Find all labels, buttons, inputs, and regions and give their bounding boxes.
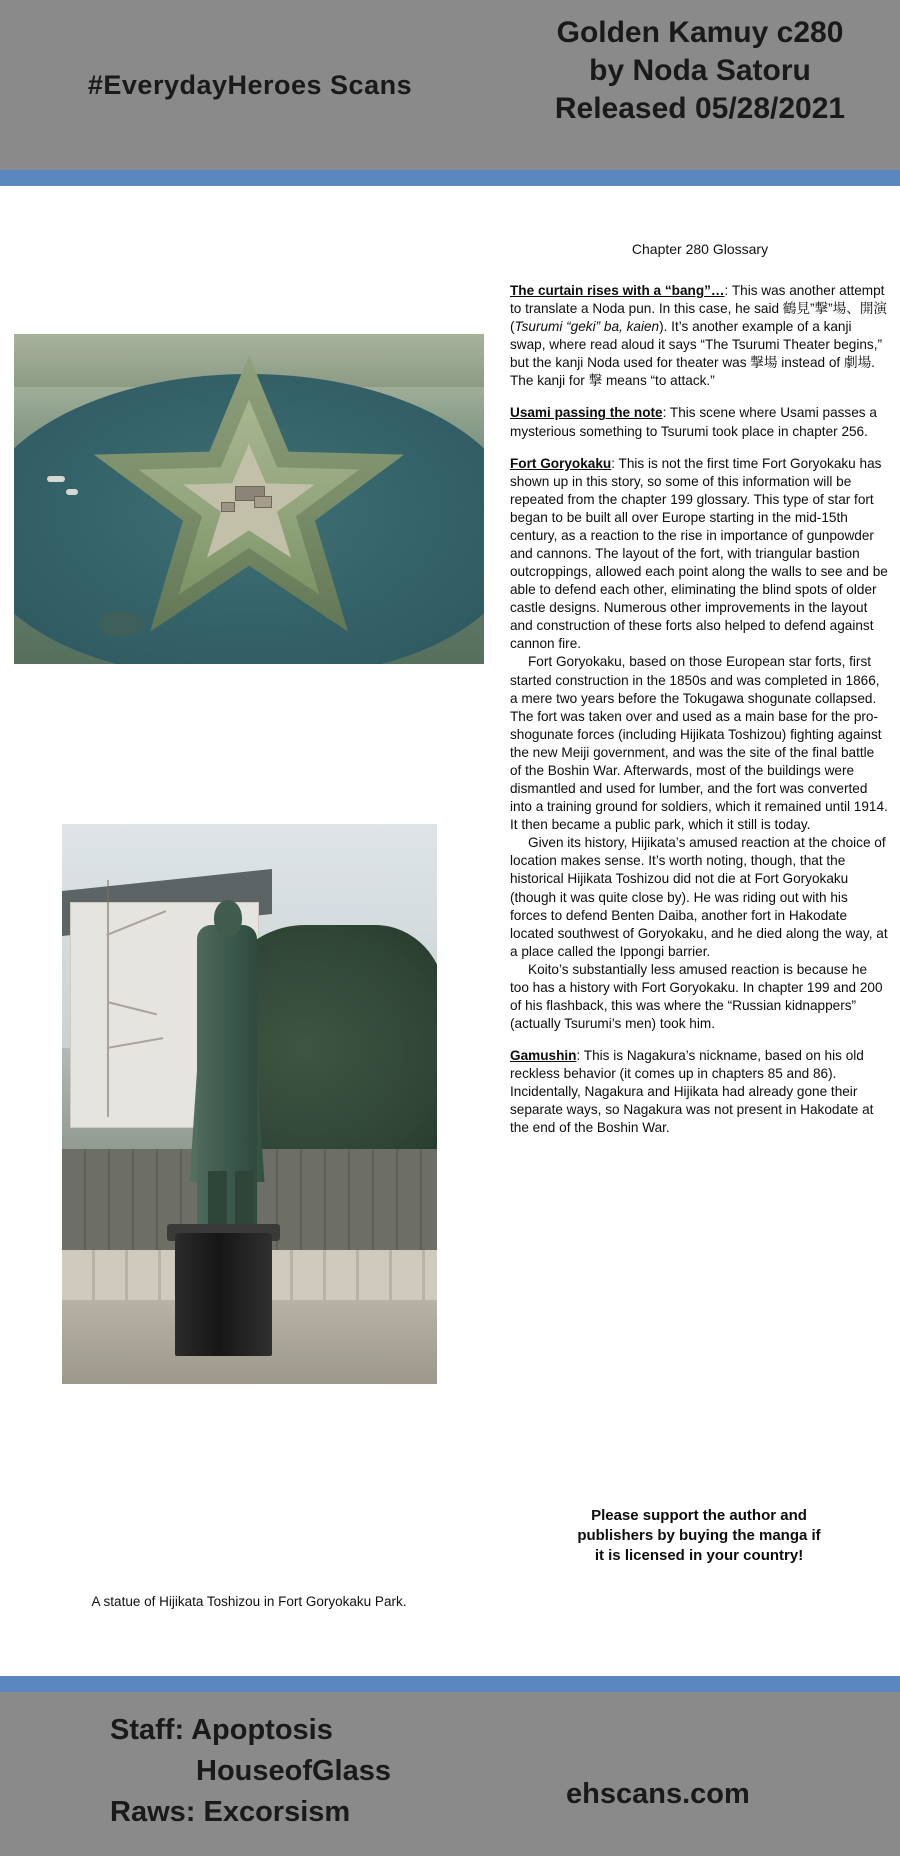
fort-building — [221, 502, 235, 512]
page-footer — [0, 1692, 900, 1856]
glossary-term: Gamushin — [510, 1048, 577, 1064]
staff-line-3: Raws: Excorsism — [110, 1796, 351, 1829]
manga-author: by Noda Satoru — [589, 53, 811, 87]
glossary-body: : This is not the first time Fort Goryokaku has shown up in this story, so some of this information will be repeated from the chapter 199 glossary. This type of star fort began to be built all over Europe starting in the mid-15th century, as a reaction to the rise in importance of gunpowder and cannons. The layout of the fort, with triangular bastion outcroppings, allowed each point along the walls to see and be able to defend each other, eliminating the blind spots of older castle designs. Numerous other improvements in the layout and construction of these forts also helped to defend against cannon fire. — [510, 455, 888, 652]
bottom-divider-bar — [0, 1676, 900, 1692]
glossary-body-cont: ). It’s another example of a kanji swap, where read aloud it says “The Tsurumi Theater begins,” but the kanji Noda used for theater was 撃場 instead of 劇場. The kanji for 撃 means “to attack.” — [510, 319, 882, 389]
glossary-paragraph: Fort Goryokaku, based on those European star forts, first started construction in the 1850s and was completed in 1866, a mere two years before the Tokugawa shogunate collapsed. The fort was taken over and used as a main base for the pro-shogunate forces (including Hijikata Toshizou) fighting against the new Meiji government, and was the site of the final battle of the Boshin War. Afterwards, most of the buildings were dismantled and used for lumber, and the fort was converted into a training ground for soldiers, which it remained until 1914. It then became a public park, which it still is today. — [510, 654, 888, 833]
glossary-body: : This was another attempt to translate a Noda pun. In this case, he said 鶴見”撃”場、開演 ( — [510, 283, 888, 335]
support-line-3: it is licensed in your country! — [594, 1547, 804, 1565]
glossary-entry — [510, 282, 888, 390]
support-line-1: Please support the author and — [591, 1507, 807, 1524]
glossary-heading: Chapter 280 Glossary — [631, 241, 769, 257]
page-header — [0, 0, 900, 170]
branch — [107, 1037, 164, 1049]
page-content — [0, 186, 900, 1676]
fort-goryokaku-model-photo — [14, 334, 484, 664]
staff-line-1: Staff: Apoptosis — [110, 1714, 333, 1746]
header-title-block — [500, 14, 900, 127]
glossary-body: : This scene where Usami passes a mysterious something to Tsurumi took place in chapter 256. — [510, 405, 877, 439]
glossary-italic: Tsurumi “geki” ba, kaien — [514, 319, 660, 335]
branch — [106, 910, 166, 936]
website-link[interactable]: ehscans.com — [566, 1778, 750, 1810]
scanlation-group-name: #EverydayHeroes Scans — [87, 69, 413, 100]
staff-credits — [110, 1710, 391, 1834]
glossary-entry — [510, 404, 888, 440]
glossary-entry — [510, 455, 888, 1034]
glossary-paragraph: Given its history, Hijikata’s amused reaction at the choice of location makes sense. It’s worth noting, though, that the historical Hijikata Toshizou did not die at Fort Goryokaku (though it was quite close by). He was riding out with his forces to defend Benten Daiba, another fort in Hakodate located southwest of Goryokaku, and he died along the way, at a place called the Ippongi barrier. — [510, 835, 888, 959]
glossary-term: Usami passing the note — [510, 405, 663, 421]
support-author-note — [510, 1506, 888, 1566]
hijikata-statue-photo — [62, 824, 437, 1384]
glossary-body: : This is Nagakura’s nickname, based on his old reckless behavior (it comes up in chapters 85 and 86). Incidentally, Nagakura and Hijikata had already gone their separate ways, so Nagakura was not present in Hakodate at the end of the Boshin War. — [510, 1048, 874, 1136]
branch — [107, 880, 109, 1117]
staff-line-2: HouseofGlass — [196, 1755, 391, 1788]
glossary-term: The curtain rises with a “bang”… — [510, 283, 725, 298]
glossary-entry — [510, 1047, 888, 1137]
release-date: Released 05/28/2021 — [554, 91, 846, 125]
statue-photo-canvas — [62, 824, 437, 1384]
manga-title: Golden Kamuy c280 — [556, 16, 844, 49]
fort-photo-canvas — [14, 334, 484, 664]
glossary-text-column — [510, 282, 888, 1152]
glossary-term: Fort Goryokaku — [510, 455, 612, 471]
fort-pond — [99, 611, 145, 637]
statue-photo-caption: A statue of Hijikata Toshizou in Fort Goryokaku Park. — [91, 1594, 407, 1609]
branch — [107, 1001, 157, 1015]
statue-pedestal — [175, 1233, 273, 1356]
fort-boat — [66, 489, 78, 495]
fort-boat — [47, 476, 65, 482]
fort-building — [254, 496, 272, 508]
top-divider-bar — [0, 170, 900, 186]
glossary-paragraph: Koito’s substantially less amused reaction is because he too has a history with Fort Goryokaku. In chapter 199 and 200 of his flashback, this was where the “Russian kidnappers” (actually Tsurumi’s men) took him. — [510, 961, 883, 1032]
statue-head — [214, 900, 242, 936]
support-line-2: publishers by buying the manga if — [577, 1527, 821, 1545]
header-left — [0, 0, 500, 170]
